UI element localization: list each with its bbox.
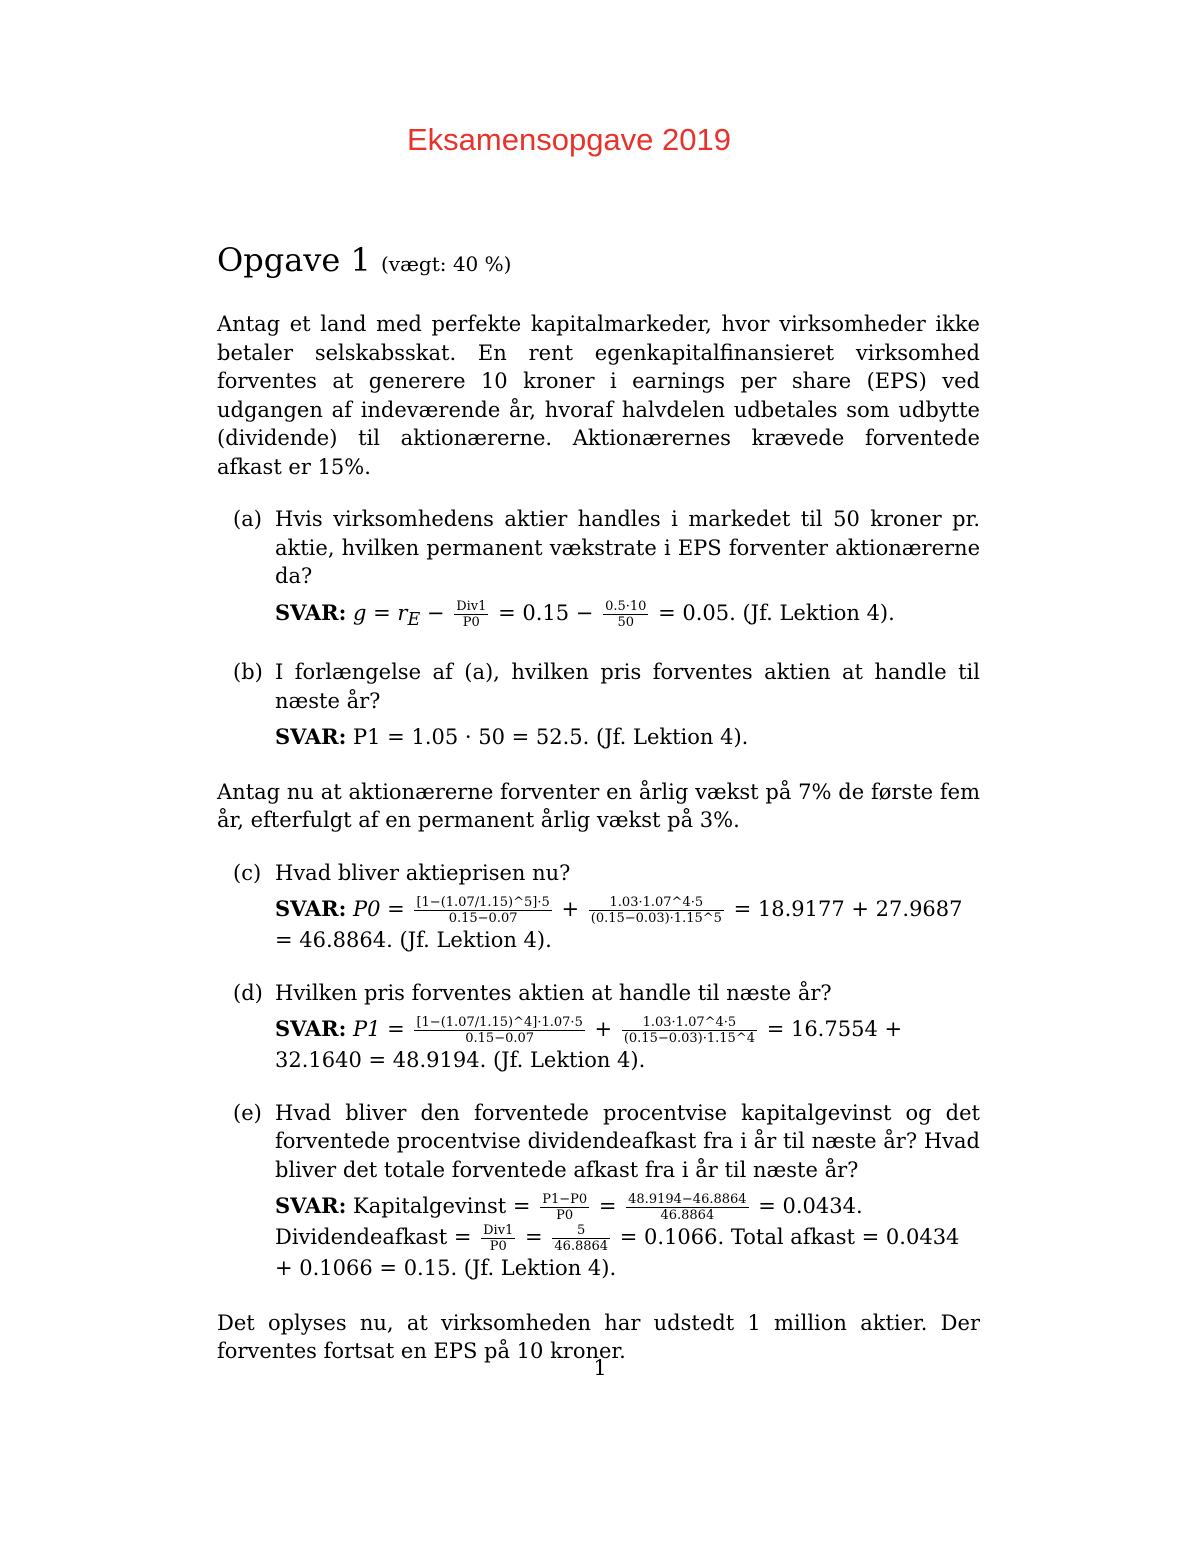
svar-label: SVAR: <box>275 1193 347 1219</box>
question-label: (c) <box>233 860 262 885</box>
answer-lhs: P0 = <box>353 897 405 922</box>
question-d <box>217 979 980 1075</box>
svar-label: SVAR: <box>275 1016 347 1042</box>
fraction <box>454 599 488 630</box>
denominator: P0 <box>556 1208 574 1224</box>
answer-part: − <box>420 600 452 625</box>
numerator: P1−P0 <box>542 1192 588 1208</box>
answer-rhs: = 18.9177 + 27.9687 = 46.8864. (Jf. Lektion 4). <box>275 897 963 953</box>
answer-lhs: P1 = <box>353 1017 405 1042</box>
numerator: 0.5·10 <box>605 598 647 614</box>
answer-part: = 0.15 − <box>498 600 601 625</box>
fraction <box>603 599 648 630</box>
fraction <box>414 895 551 926</box>
answer-part: Kapitalgevinst = <box>353 1194 531 1219</box>
question-text: Hvis virksomhedens aktier handles i markedet til 50 kroner pr. aktie, hvilken permanent vækstrate i EPS forventer aktionærerne da? <box>275 507 980 588</box>
fraction <box>540 1192 589 1223</box>
answer-e <box>275 1192 980 1283</box>
denominator: 46.8864 <box>554 1239 609 1255</box>
question-label: (e) <box>233 1100 262 1125</box>
intro2-paragraph: Antag nu at aktionærerne forventer en årlig vækst på 7% de første fem år, efterfulgt af en permanent årlig vækst på 3%. <box>217 779 980 833</box>
numerator: [1−(1.07/1.15)^5]·5 <box>416 895 550 911</box>
section-heading <box>217 240 980 284</box>
question-b <box>217 658 980 752</box>
answer-subscript: E <box>407 609 421 630</box>
equals-sign: = <box>598 1194 617 1219</box>
fraction <box>622 1015 757 1046</box>
denominator: 0.15−0.07 <box>448 911 518 927</box>
page-number: 1 <box>593 1356 607 1380</box>
question-text: I forlængelse af (a), hvilken pris forventes aktien at handle til næste år? <box>275 660 980 713</box>
fraction <box>626 1192 748 1223</box>
answer-part: = 0.1066. Total afkast = 0.0434 + 0.1066 = 0.15. (Jf. Lektion 4). <box>275 1225 960 1281</box>
answer-rhs: = 16.7554 + 32.1640 = 48.9194. (Jf. Lektion 4). <box>275 1017 903 1073</box>
question-a <box>217 505 980 634</box>
answer-a <box>275 599 980 635</box>
heading-weight: (vægt: 40 %) <box>381 252 512 276</box>
denominator: P0 <box>462 614 480 630</box>
question-c <box>217 859 980 955</box>
svar-label: SVAR: <box>275 724 347 750</box>
numerator: 48.9194−46.8864 <box>628 1192 747 1208</box>
equals-sign: = <box>525 1225 543 1250</box>
svar-label: SVAR: <box>275 896 347 922</box>
denominator: 0.15−0.07 <box>465 1031 535 1047</box>
numerator: Div1 <box>483 1223 514 1239</box>
plus-sign: + <box>561 897 580 922</box>
question-text: Hvilken pris forventes aktien at handle til næste år? <box>275 980 832 1005</box>
question-e <box>217 1099 980 1283</box>
denominator: P0 <box>489 1239 507 1255</box>
question-text: Hvad bliver den forventede procentvise kapitalgevinst og det forventede procentvise dividendeafkast fra i år til næste år? Hvad bliver det totale forventede afkast fra i år til næste år? <box>275 1100 980 1182</box>
fraction <box>589 895 724 926</box>
fraction <box>552 1223 610 1254</box>
denominator: (0.15−0.03)·1.15^4 <box>623 1031 755 1047</box>
denominator: 46.8864 <box>660 1208 715 1224</box>
denominator: 50 <box>617 614 635 630</box>
intro-paragraph: Antag et land med perfekte kapitalmarkeder, hvor virksomheder ikke betaler selskabsskat. En rent egenkapitalfinansieret virksomhed forventes at generere 10 kroner i earnings per share (EPS) ved udgangen af indeværende år, hvoraf halvdelen udbetales som udbytte (dividende) til aktionærerne. Aktionærernes krævede forventede afkast er 15%. <box>217 312 980 479</box>
fraction <box>414 1015 584 1046</box>
answer-text: P1 = 1.05 · 50 = 52.5. (Jf. Lektion 4). <box>353 725 749 750</box>
question-label: (a) <box>233 507 262 531</box>
denominator: (0.15−0.03)·1.15^5 <box>590 911 722 927</box>
outro-paragraph: Det oplyses nu, at virksomheden har udstedt 1 million aktier. Der forventes fortsat en EPS på 10 kroner. <box>217 1310 980 1364</box>
numerator: [1−(1.07/1.15)^4]·1.07·5 <box>416 1015 583 1031</box>
document-body <box>217 240 980 1366</box>
answer-part: = 0.0434. Dividendeafkast = <box>275 1194 863 1250</box>
document-title: Eksamensopgave 2019 <box>406 122 731 157</box>
plus-sign: + <box>594 1017 613 1042</box>
answer-b <box>275 723 980 752</box>
numerator: 1.03·1.07^4·5 <box>589 895 724 911</box>
question-label: (d) <box>233 980 263 1005</box>
numerator: 1.03·1.07^4·5 <box>622 1015 757 1031</box>
heading-label: Opgave 1 <box>217 241 371 279</box>
answer-c <box>275 895 980 955</box>
answer-part: = 0.05. (Jf. Lektion 4). <box>658 600 895 625</box>
fraction <box>481 1223 515 1254</box>
answer-part: g = r <box>353 600 408 625</box>
question-text: Hvad bliver aktieprisen nu? <box>275 860 571 885</box>
answer-d <box>275 1015 980 1075</box>
svar-label: SVAR: <box>275 599 347 625</box>
numerator: Div1 <box>456 598 487 614</box>
numerator: 5 <box>552 1223 610 1239</box>
question-label: (b) <box>233 660 263 685</box>
